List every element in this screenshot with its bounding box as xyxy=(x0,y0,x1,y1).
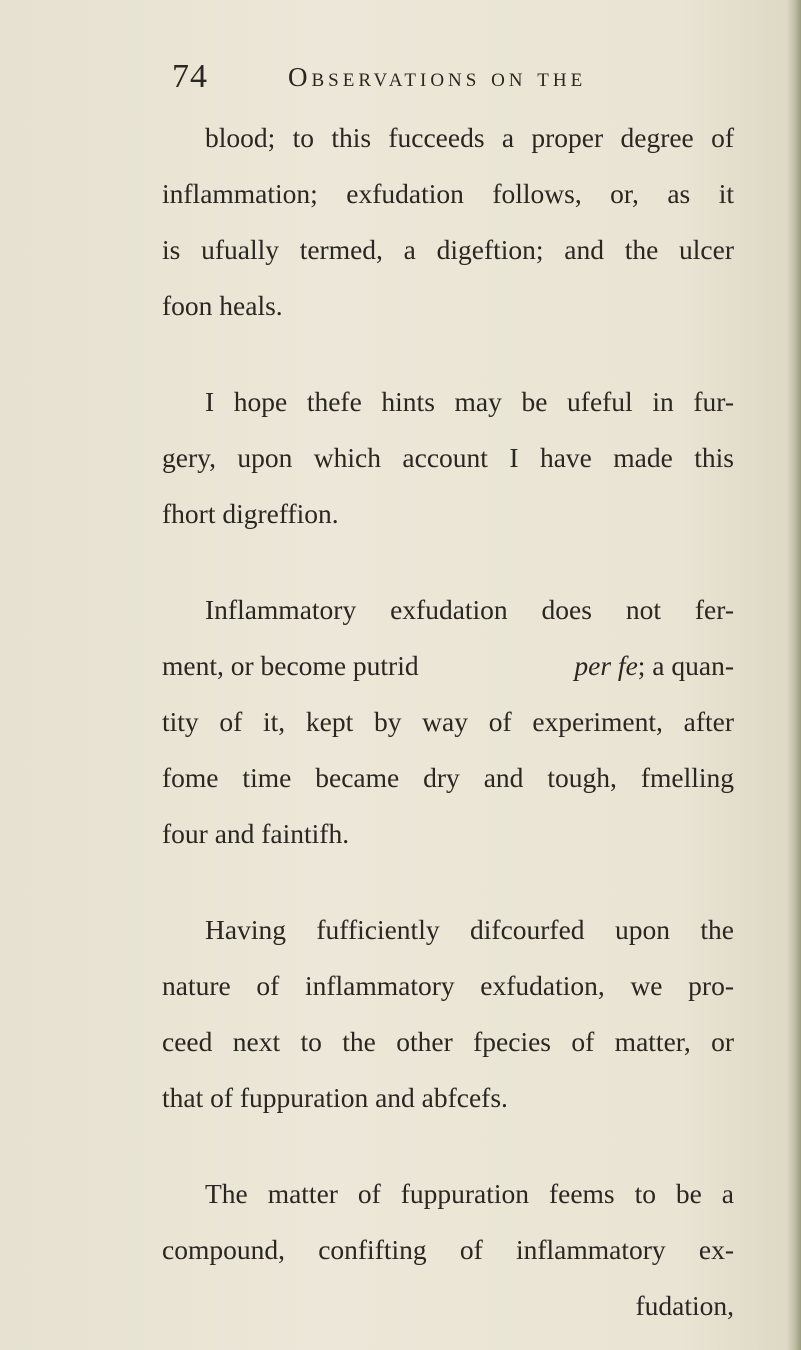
italic-text: per fe xyxy=(574,650,638,681)
text-line: fhort digreffion. xyxy=(162,498,339,529)
text-line: that of fuppuration and abfcefs. xyxy=(162,1082,508,1113)
text-line: is ufually termed, a digeftion; and the ulcer xyxy=(162,234,734,265)
text-line: I hope thefe hints may be ufeful in fur- xyxy=(205,386,734,417)
text-line: Having fufficiently difcourfed upon the xyxy=(205,914,734,945)
running-head: Observations on the xyxy=(288,62,587,92)
paragraph xyxy=(162,902,734,1126)
text-line: The matter of fuppuration feems to be a xyxy=(205,1178,734,1209)
page-edge-stain xyxy=(787,0,801,1350)
text-run: ment, or become putrid xyxy=(162,650,419,681)
text-line: gery, upon which account I have made this xyxy=(162,442,734,473)
paragraph xyxy=(162,1166,734,1334)
text-line: blood; to this fucceeds a proper degree of xyxy=(205,122,734,153)
text-line: four and faintifh. xyxy=(162,818,350,849)
text-line: Inflammatory exfudation does not fer- xyxy=(205,594,734,625)
page-number: 74 xyxy=(172,58,208,95)
text-line: tity of it, kept by way of experiment, after xyxy=(162,706,734,737)
text-line: fome time became dry and tough, fmelling xyxy=(162,762,734,793)
paragraph xyxy=(162,110,734,334)
text-line: fudation, xyxy=(635,1290,734,1321)
text-run: ; a quan- xyxy=(637,650,734,681)
text-line: foon heals. xyxy=(162,290,283,321)
text-line: nature of inflammatory exfudation, we pro- xyxy=(162,970,734,1001)
text-line: ceed next to the other fpecies of matter, or xyxy=(162,1026,734,1057)
text-line: compound, confifting of inflammatory ex- xyxy=(162,1234,734,1265)
text-line: inflammation; exfudation follows, or, as it xyxy=(162,178,734,209)
paragraph xyxy=(162,374,734,542)
page-header xyxy=(0,58,801,98)
paragraph xyxy=(162,582,734,862)
italic-phrase xyxy=(574,638,734,694)
text-line xyxy=(162,638,734,694)
body-text xyxy=(162,110,734,1334)
